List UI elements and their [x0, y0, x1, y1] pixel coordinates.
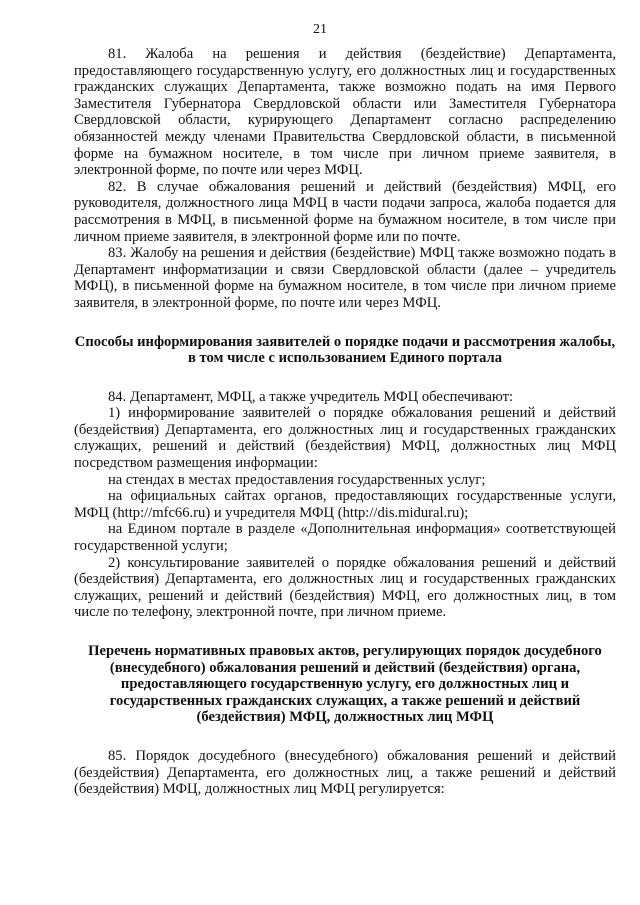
section-heading-informing: Способы информирования заявителей о порядке подачи и рассмотрения жалобы, в том числе с использованием Единого портала [74, 333, 616, 367]
paragraph-84: 84. Департамент, МФЦ, а также учредитель МФЦ обеспечивают: [108, 388, 514, 405]
paragraph-84-item-2: 2) консультирование заявителей о порядке обжалования решений и действий (бездействия) Департамента, его должностных лиц и государственных гражданских служащих, решений и действий (бездействия) МФЦ, его должностных лиц, в том числе по телефону, электронной почте, при личном приеме. [74, 554, 616, 621]
paragraph-84-websites: на официальных сайтах органов, предоставляющих государственные услуги, МФЦ (http://mfc66.ru) и учредителя МФЦ (http://dis.midural.ru); [74, 488, 616, 521]
paragraph-85: 85. Порядок досудебного (внесудебного) обжалования решений и действий (бездействия) Департамента, его должностных лиц, а также решений и действий (бездействия) МФЦ, должностных лиц МФЦ регулируется: [74, 747, 616, 798]
page-number: 21 [313, 22, 327, 37]
paragraph-82: 82. В случае обжалования решений и действий (бездействия) МФЦ, его руководителя, должностного лица МФЦ в части подачи запроса, жалоба подается для рассмотрения в МФЦ, в письменной форме на бумажном носителе, в том числе при личном приеме заявителя, в электронной форме или по почте. [74, 178, 616, 245]
spacer [74, 726, 616, 748]
document-body [74, 46, 616, 798]
paragraph-84-portal: на Едином портале в разделе «Дополнительная информация» соответствующей государственной услуги; [74, 521, 616, 555]
section-heading-regulations: Перечень нормативных правовых актов, регулирующих порядок досудебного (внесудебного) обжалования решений и действий (бездействия) органа, предоставляющего государственную услугу, его должностных лиц и государственных гражданских служащих, а также решений и действий (бездействия) МФЦ, должностных лиц МФЦ [88, 643, 602, 726]
spacer [74, 367, 616, 389]
spacer [74, 312, 616, 334]
spacer [74, 621, 616, 643]
paragraph-83: 83. Жалобу на решения и действия (бездействие) МФЦ также возможно подать в Департамент информатизации и связи Свердловской области (далее – учредитель МФЦ), в письменной форме на бумажном носителе, в том числе при личном приеме заявителя, в электронной форме, по почте или через МФЦ. [74, 245, 616, 311]
paragraph-84-stands: на стендах в местах предоставления государственных услуг; [108, 471, 486, 488]
paragraph-84-item-1: 1) информирование заявителей о порядке обжалования решений и действий (бездействия) Департамента, его должностных лиц и государственных гражданских служащих, решений и действий (бездействия) МФЦ, должностных лиц МФЦ посредством размещения информации: [74, 405, 616, 472]
paragraph-81: 81. Жалоба на решения и действия (бездействие) Департамента, предоставляющего государственную услугу, его должностных лиц и государственных гражданских служащих Департамента, также возможно подать на имя Первого Заместителя Губернатора Свердловской области или Заместителя Губернатора Свердловской области, курирующего Департамент согласно распределению обязанностей между членами Правительства Свердловской области, в письменной форме на бумажном носителе, в том числе при личном приеме заявителя, в электронной форме, по почте или через МФЦ. [74, 46, 616, 179]
